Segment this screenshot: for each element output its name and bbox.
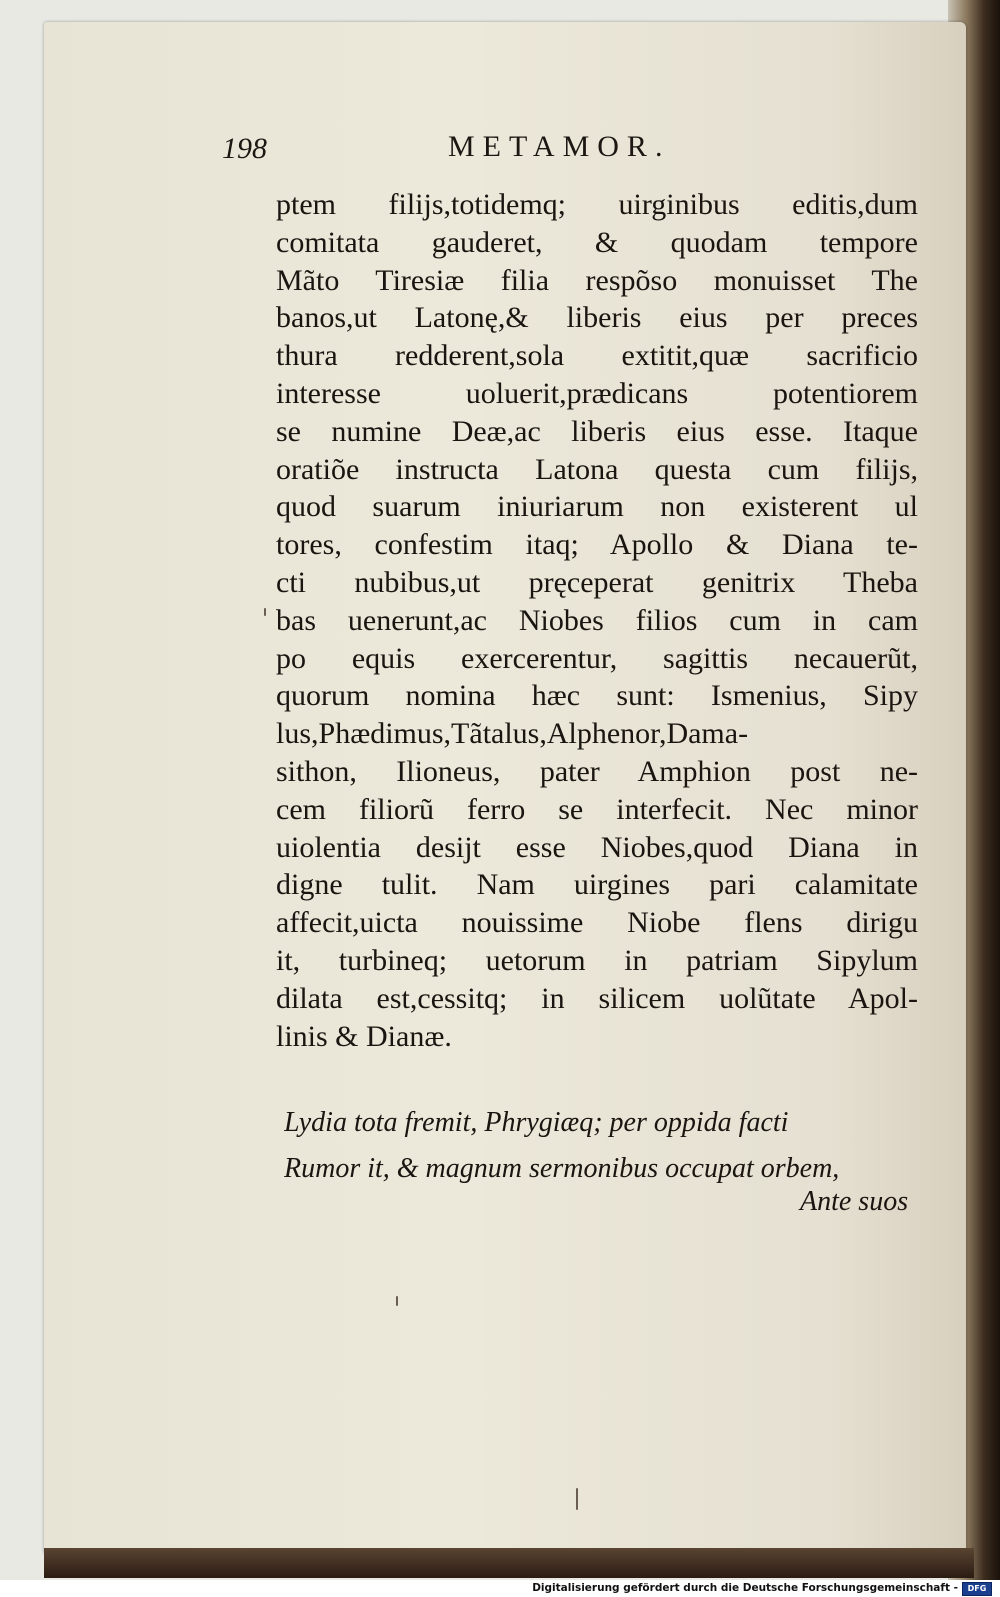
paper-speck (264, 608, 266, 616)
text-line: sithon, Ilioneus, pater Amphion post ne- (276, 754, 918, 788)
text-line: quorum nomina hæc sunt: Ismenius, Sipy (276, 679, 918, 713)
body-text (276, 186, 918, 1055)
text-line: dilata est,cessitq; in silicem uolũtate Apol- (276, 981, 918, 1015)
text-line: uiolentia desijt esse Niobes,quod Diana in (276, 830, 918, 864)
text-line: cti nubibus,ut pręceperat genitrix Theba (276, 565, 918, 599)
paper-speck (396, 1296, 398, 1306)
text-line: Mãto Tiresiæ filia respõso monuisset The (276, 263, 918, 297)
text-line: oratiõe instructa Latona questa cum filijs, (276, 452, 918, 486)
text-line: ptem filijs,totidemq; uirginibus editis,dum (276, 188, 918, 221)
verse-line: Lydia tota fremit, Phrygiæq; per oppida facti (284, 1107, 789, 1138)
text-line: lus,Phædimus,Tãtalus,Alphenor,Dama- (276, 717, 749, 751)
text-line: thura redderent,sola extitit,quæ sacrificio (276, 339, 918, 373)
text-line: se numine Deæ,ac liberis eius esse. Itaque (276, 414, 918, 448)
funding-credit: Digitalisierung gefördert durch die Deutsche Forschungsgemeinschaft - (532, 1582, 958, 1594)
dfg-logo: DFG (962, 1582, 992, 1596)
page-bottom-shadow (44, 1548, 974, 1578)
text-line-last: linis & Dianæ. (276, 1019, 452, 1053)
text-line: interesse uoluerit,prædicans potentiorem (276, 376, 918, 410)
text-line: affecit,uicta nouissime Niobe flens dirigu (276, 906, 918, 940)
verse-line: Rumor it, & magnum sermonibus occupat orbem, (284, 1153, 840, 1184)
text-line: tores, confestim itaq; Apollo & Diana te- (276, 528, 918, 562)
text-line: comitata gauderet, & quodam tempore (276, 225, 918, 259)
text-line: digne tulit. Nam uirgines pari calamitate (276, 868, 918, 902)
text-line: bas uenerunt,ac Niobes filios cum in cam (276, 603, 918, 637)
text-line: po equis exercerentur, sagittis necauerũt, (276, 641, 918, 675)
catchword: Ante suos (800, 1186, 909, 1217)
text-line: it, turbineq; uetorum in patriam Sipylum (276, 943, 918, 977)
text-line: banos,ut Latonę,& liberis eius per preces (276, 301, 918, 335)
page-number: 198 (222, 132, 267, 165)
text-line: cem filiorũ ferro se interfecit. Nec minor (276, 792, 918, 826)
text-line: quod suarum iniuriarum non existerent ul (276, 490, 918, 524)
paper-speck (576, 1488, 578, 1510)
running-head: METAMOR. (448, 130, 671, 163)
verse-quotation (284, 1100, 924, 1192)
